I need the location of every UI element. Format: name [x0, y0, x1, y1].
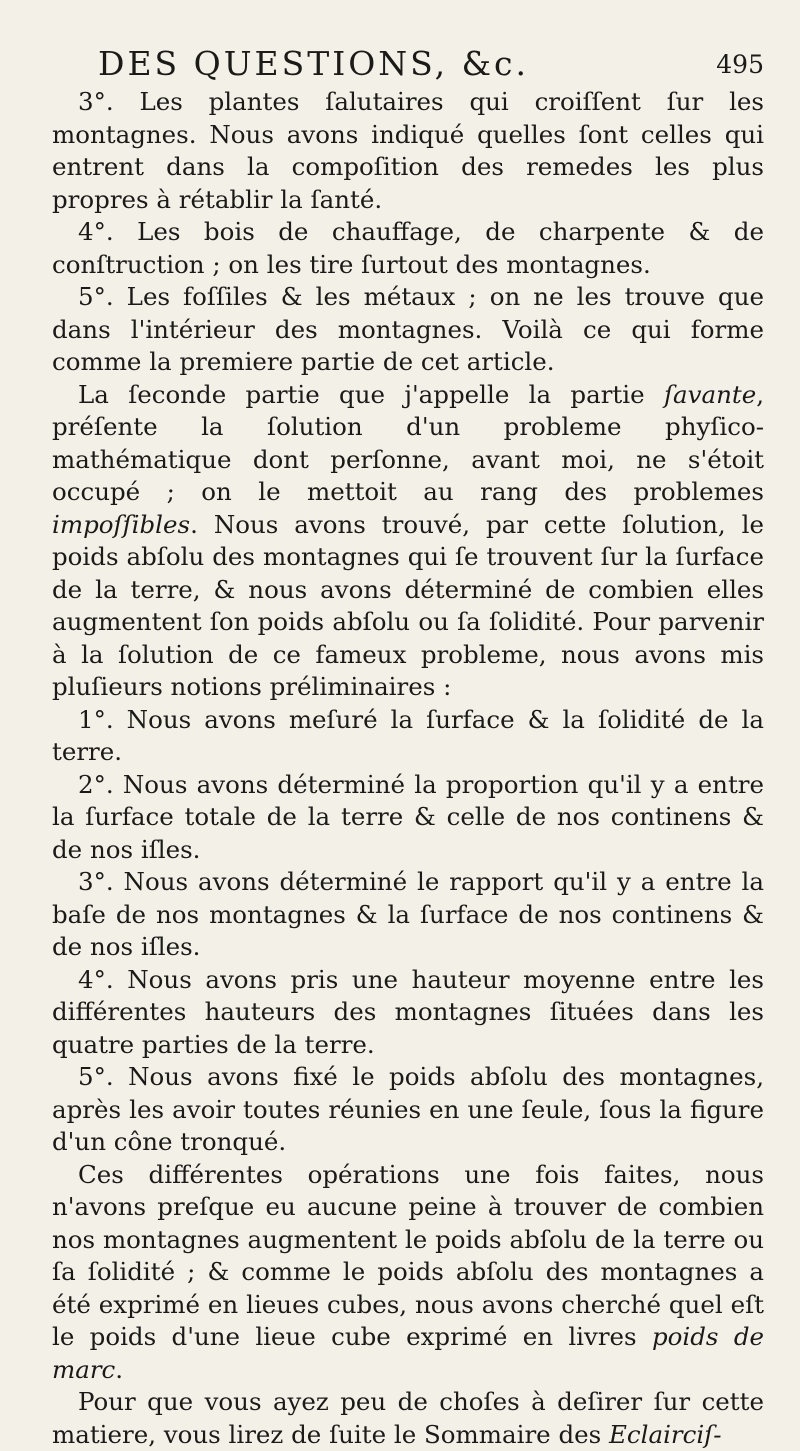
paragraph: 1°. Nous avons meſuré la ſurface & la ſolidité de la terre.: [52, 704, 764, 766]
text-run: . Nous avons trouvé, par cette ſolution, le poids abſolu des montagnes qui ſe trouvent ſur la ſurface de la terre, & nous avons déterminé de combien elles augmentent ſon poids abſolu ou ſa ſolidité. Pour parvenir à la ſolution de ce fameux probleme, nous avons mis pluſieurs notions préliminaires :: [52, 509, 764, 701]
paragraph: [52, 379, 764, 704]
italic-text: impoſſibles: [52, 509, 191, 539]
page-header: [52, 38, 764, 86]
paragraph: 5°. Les foſſiles & les métaux ; on ne les trouve que dans l'intérieur des montagnes. Voilà ce qui forme comme la premiere partie de cet article.: [52, 282, 764, 376]
text-run: Pour que vous ayez peu de choſes à deſirer ſur cette matiere, vous lirez de ſuite le Sommaire des: [52, 1387, 764, 1449]
italic-text: Eclairciſ-: [609, 1419, 722, 1449]
paragraph: 3°. Les plantes ſalutaires qui croiſſent ſur les montagnes. Nous avons indiqué quelles ſont celles qui entrent dans la compoſition des remedes les plus propres à rétablir la ſanté.: [52, 87, 764, 214]
paragraph: 3°. Nous avons déterminé le rapport qu'il y a entre la baſe de nos montagnes & la ſurface de nos continens & de nos iſles.: [52, 867, 764, 961]
paragraph: 5°. Nous avons fixé le poids abſolu des montagnes, après les avoir toutes réunies en une ſeule, ſous la figure d'un cône tronqué.: [52, 1062, 764, 1156]
paragraph: 2°. Nous avons déterminé la proportion qu'il y a entre la ſurface totale de la terre & celle de nos continens & de nos iſles.: [52, 769, 764, 864]
italic-text: poids de marc: [52, 1322, 765, 1384]
paragraph: 4°. Les bois de chauffage, de charpente & de conſtruction ; on les tire ſurtout des montagnes.: [52, 217, 764, 279]
text-run: La ſeconde partie que j'appelle la partie: [78, 379, 664, 409]
italic-text: ſavante: [663, 379, 757, 409]
page-number: 495: [716, 50, 764, 79]
text-run: , préſente la ſolution d'un probleme phyſico-mathématique dont perſonne, avant moi, ne s'étoit occupé ; on le mettoit au rang des problemes: [52, 379, 764, 506]
running-title: DES QUESTIONS, &c.: [98, 44, 529, 83]
text-run: Ces différentes opérations une fois faites, nous n'avons preſque eu aucune peine à trouver de combien nos montagnes augmentent le poids abſolu de la terre ou ſa ſolidité ; & comme le poids abſolu des montagnes a été exprimé en lieues cubes, nous avons cherché quel eſt le poids d'une lieue cube exprimé en livres: [52, 1159, 764, 1351]
text-run: .: [115, 1354, 124, 1384]
paragraph: [52, 1159, 764, 1387]
paragraph: [52, 1386, 764, 1451]
body-text: [52, 86, 764, 1451]
paragraph: 4°. Nous avons pris une hauteur moyenne entre les différentes hauteurs des montagnes ſituées dans les quatre parties de la terre.: [52, 964, 764, 1059]
